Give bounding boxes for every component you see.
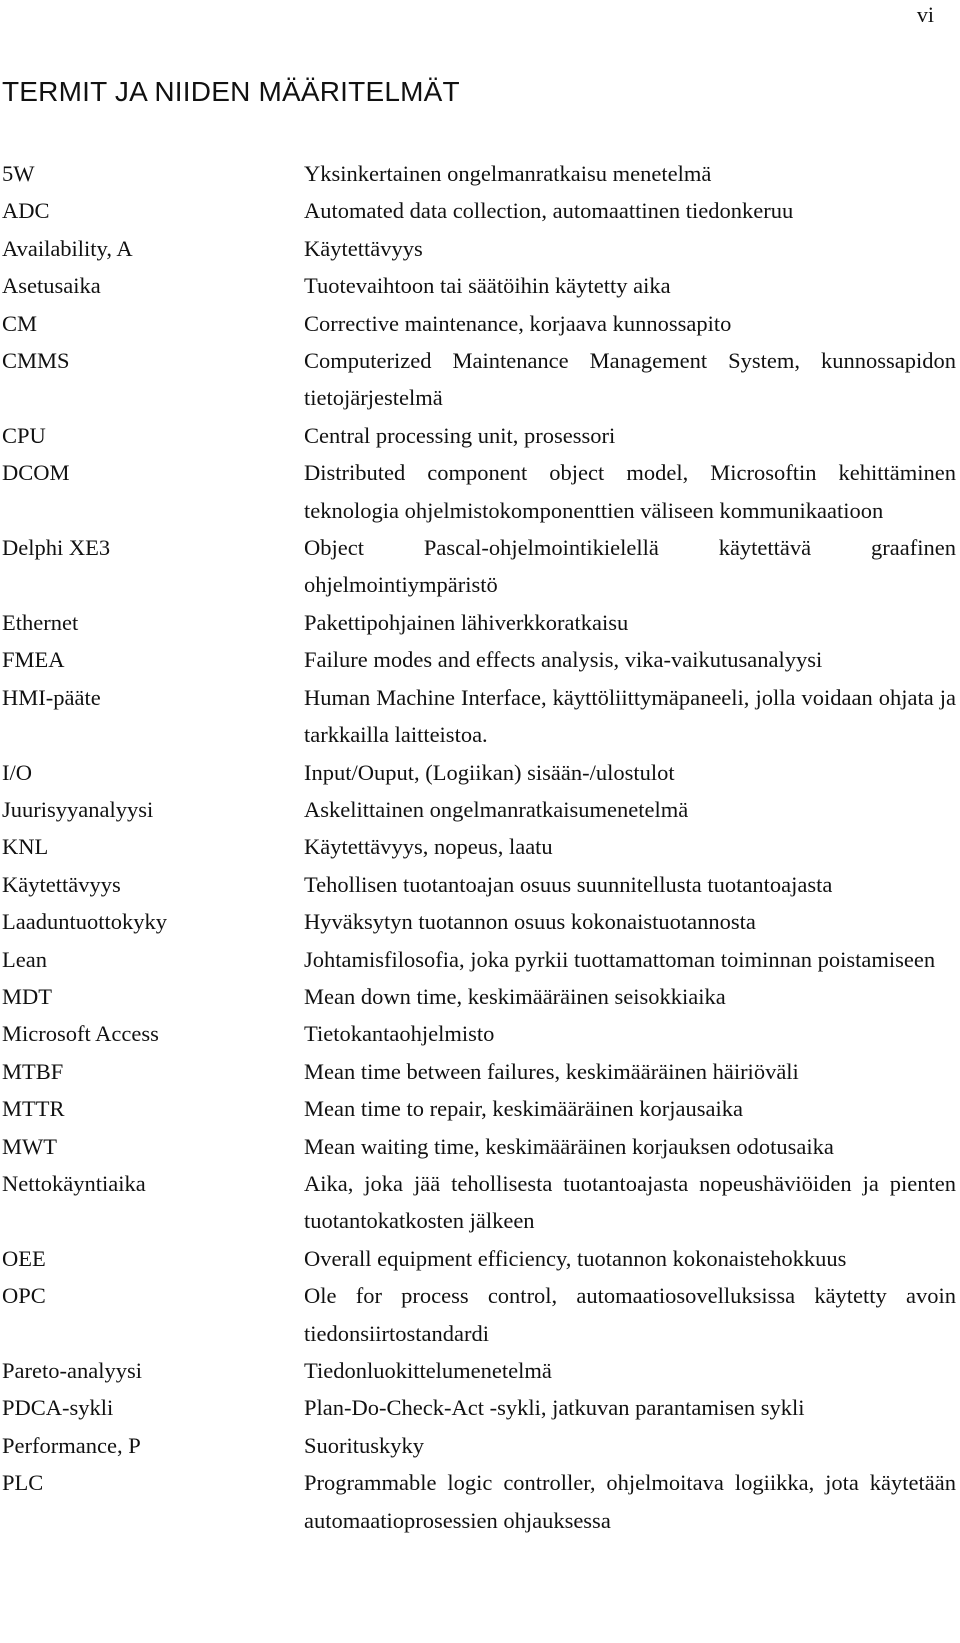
term-definition: Johtamisfilosofia, joka pyrkii tuottamattoman toiminnan poistamiseen: [304, 946, 936, 972]
term-row: [2, 1464, 956, 1539]
term-definition: Corrective maintenance, korjaava kunnossapito: [304, 310, 732, 336]
term-row: [2, 417, 956, 454]
term-definition: Tuotevaihtoon tai säätöihin käytetty aika: [304, 273, 671, 299]
term-name: ADC: [2, 198, 50, 224]
term-name: Nettokäyntiaika: [2, 1170, 146, 1196]
term-name: Laaduntuottokyky: [2, 909, 167, 935]
term-name: Lean: [2, 946, 47, 972]
term-name: Pareto-analyysi: [2, 1358, 142, 1383]
term-definition: Tietokantaohjelmisto: [304, 1021, 495, 1047]
term-row: [2, 267, 956, 304]
term-definition: Plan-Do-Check-Act -sykli, jatkuvan parantamisen sykli: [304, 1395, 805, 1421]
term-name: PDCA-sykli: [2, 1395, 114, 1421]
term-name: KNL: [2, 834, 49, 860]
term-definition: Overall equipment efficiency, tuotannon kokonaistehokkuus: [304, 1245, 847, 1271]
term-definition: Distributed component object model, Microsoftin kehittäminen teknologia ohjelmistokomponenttien väliseen kommunikaatioon: [304, 460, 956, 523]
term-row: [2, 1427, 956, 1464]
term-definition: Failure modes and effects analysis, vika-vaikutusanalyysi: [304, 647, 823, 673]
term-definition: Askelittainen ongelmanratkaisumenetelmä: [304, 796, 689, 822]
term-definition: Käytettävyys, nopeus, laatu: [304, 834, 553, 860]
terms-list: [2, 155, 956, 1539]
term-row: [2, 342, 956, 417]
term-row: [2, 978, 956, 1015]
term-name: Asetusaika: [2, 273, 101, 299]
term-name: CM: [2, 310, 38, 336]
term-name: CMMS: [2, 348, 70, 374]
term-row: [2, 1090, 956, 1127]
term-row: [2, 1240, 956, 1277]
term-row: [2, 1053, 956, 1090]
term-row: [2, 155, 956, 192]
term-row: [2, 679, 956, 754]
term-name: Ethernet: [2, 609, 79, 635]
term-name: CPU: [2, 422, 46, 448]
term-name: FMEA: [2, 647, 65, 673]
term-row: [2, 305, 956, 342]
term-row: [2, 1015, 956, 1052]
term-definition: Mean time between failures, keskimääräinen häiriöväli: [304, 1058, 799, 1084]
term-definition: Mean down time, keskimääräinen seisokkiaika: [304, 983, 726, 1009]
term-definition: Tehollisen tuotantoajan osuus suunnitellusta tuotantoajasta: [304, 871, 833, 897]
term-definition: Tiedonluokittelumenetelmä: [304, 1358, 552, 1383]
term-name: OPC: [2, 1283, 46, 1309]
term-row: [2, 1128, 956, 1165]
term-row: [2, 529, 956, 604]
term-name: HMI-pääte: [2, 684, 101, 710]
term-row: [2, 903, 956, 940]
term-definition: Programmable logic controller, ohjelmoitava logiikka, jota käytetään automaatioprosessien ohjauksessa: [304, 1470, 956, 1533]
term-definition: Pakettipohjainen lähiverkkoratkaisu: [304, 609, 629, 635]
page-number: vi: [916, 2, 934, 27]
term-row: [2, 1165, 956, 1240]
term-row: [2, 192, 956, 229]
term-name: Performance, P: [2, 1432, 141, 1458]
term-name: MDT: [2, 983, 52, 1009]
term-row: [2, 641, 956, 678]
term-definition: Automated data collection, automaattinen tiedonkeruu: [304, 198, 794, 224]
term-definition: Computerized Maintenance Management System, kunnossapidon tietojärjestelmä: [304, 348, 956, 411]
term-row: [2, 1277, 956, 1352]
term-row: [2, 1352, 956, 1389]
term-definition: Hyväksytyn tuotannon osuus kokonaistuotannosta: [304, 909, 756, 935]
term-definition: Aika, joka jää tehollisesta tuotantoajasta nopeushäviöiden ja pienten tuotantokatkosten jälkeen: [304, 1170, 956, 1234]
term-name: Käytettävyys: [2, 871, 121, 897]
term-definition: Human Machine Interface, käyttöliittymäpaneeli, jolla voidaan ohjata ja tarkkailla laitteistoa.: [304, 684, 956, 748]
term-definition: Central processing unit, prosessori: [304, 422, 616, 448]
term-name: Availability, A: [2, 235, 133, 261]
term-name: OEE: [2, 1245, 46, 1271]
term-name: MTTR: [2, 1096, 65, 1122]
term-definition: Käytettävyys: [304, 235, 423, 261]
term-definition: Mean waiting time, keskimääräinen korjauksen odotusaika: [304, 1133, 834, 1159]
term-row: [2, 1389, 956, 1426]
term-name: Juurisyyanalyysi: [2, 796, 154, 822]
term-definition: Yksinkertainen ongelmanratkaisu menetelmä: [304, 161, 712, 186]
term-row: [2, 941, 956, 978]
term-row: [2, 230, 956, 267]
term-definition: Object Pascal-ohjelmointikielellä käytettävä graafinen ohjelmointiympäristö: [304, 535, 956, 598]
term-row: [2, 754, 956, 791]
term-name: PLC: [2, 1470, 44, 1496]
term-row: [2, 791, 956, 828]
term-definition: Mean time to repair, keskimääräinen korjausaika: [304, 1096, 743, 1122]
term-row: [2, 604, 956, 641]
term-name: MWT: [2, 1133, 57, 1159]
term-name: MTBF: [2, 1058, 64, 1084]
term-definition: Suorituskyky: [304, 1432, 425, 1458]
term-row: [2, 454, 956, 529]
term-name: DCOM: [2, 460, 70, 486]
section-title: TERMIT JA NIIDEN MÄÄRITELMÄT: [2, 76, 460, 107]
term-name: Microsoft Access: [2, 1021, 159, 1047]
term-name: I/O: [2, 759, 32, 785]
term-definition: Input/Ouput, (Logiikan) sisään-/ulostulot: [304, 759, 675, 785]
term-definition: Ole for process control, automaatiosovelluksissa käytetty avoin tiedonsiirtostandardi: [304, 1283, 956, 1346]
term-name: 5W: [2, 161, 35, 186]
term-name: Delphi XE3: [2, 535, 111, 561]
term-row: [2, 866, 956, 903]
term-row: [2, 828, 956, 865]
